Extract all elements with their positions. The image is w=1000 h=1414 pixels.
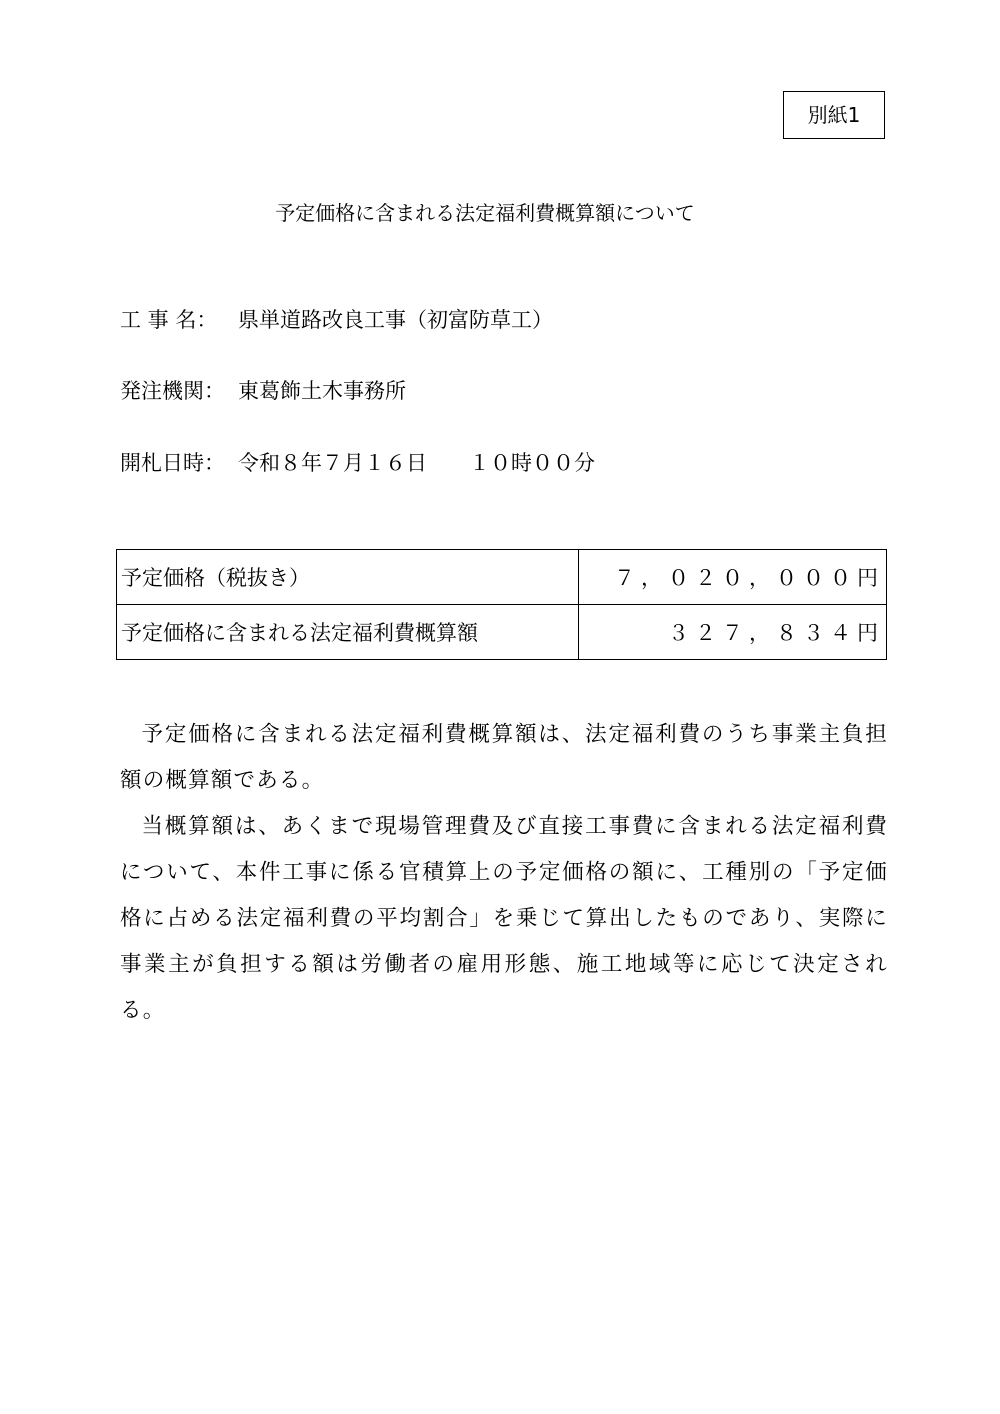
ordering-agency-label: 発注機関：	[120, 379, 225, 403]
document-title: 予定価格に含まれる法定福利費概算額について	[275, 201, 695, 225]
explanation-paragraph-1: 予定価格に含まれる法定福利費概算額は、法定福利費のうち事業主負担額の概算額である。	[120, 722, 888, 793]
project-name-value: 県単道路改良工事（初富防草工）	[238, 308, 553, 332]
estimated-price-value: ７，０２０，０００円	[579, 550, 887, 605]
explanation-paragraph-2: 当概算額は、あくまで現場管理費及び直接工事費に含まれる法定福利費について、本件工事に係る官積算上の予定価格の額に、工種別の「予定価格に占める法定福利費の平均割合」を乗じて算出したものであり、実際に事業主が負担する額は労働者の雇用形態、施工地域等に応じて決定される。	[120, 814, 888, 1023]
table-row	[117, 605, 887, 660]
welfare-cost-value: ３２７，８３４円	[579, 605, 887, 660]
ordering-agency-value: 東葛飾土木事務所	[238, 379, 406, 403]
bid-opening-value: 令和８年７月１６日 １０時００分	[238, 451, 595, 475]
price-table	[116, 549, 887, 660]
estimated-price-label: 予定価格（税抜き）	[117, 550, 579, 605]
bid-opening-row	[120, 447, 595, 479]
table-row	[117, 550, 887, 605]
welfare-cost-label: 予定価格に含まれる法定福利費概算額	[117, 605, 579, 660]
bid-opening-label: 開札日時：	[120, 451, 225, 475]
ordering-agency-row	[120, 375, 406, 407]
attachment-label: 別紙1	[783, 91, 885, 139]
explanation-text	[120, 712, 888, 1034]
project-name-row	[120, 304, 553, 336]
project-name-label: 工 事 名：	[120, 308, 218, 332]
